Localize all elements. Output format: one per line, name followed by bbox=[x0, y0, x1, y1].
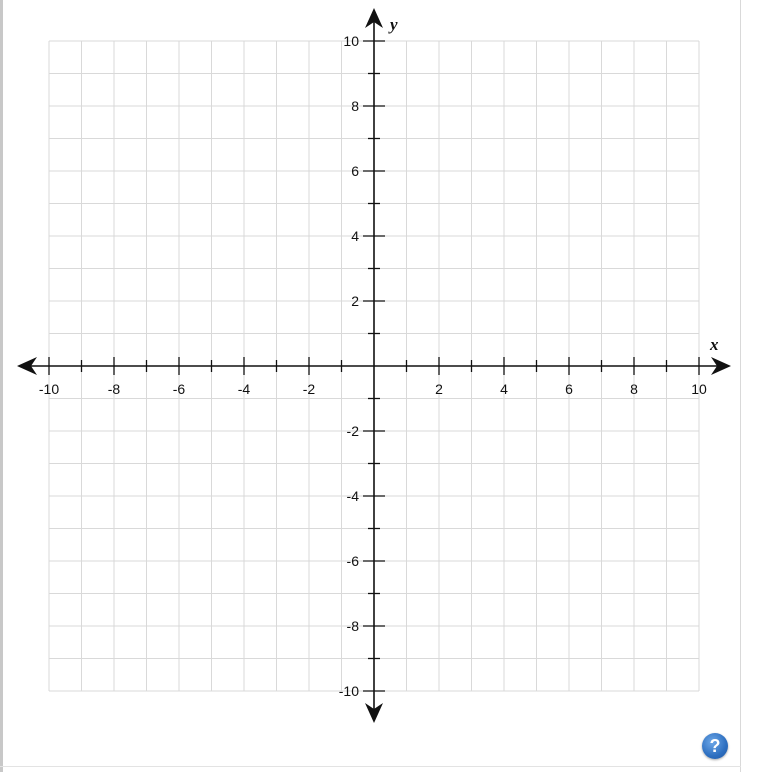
y-axis-label: y bbox=[390, 15, 398, 34]
x-tick-label: 10 bbox=[691, 381, 707, 397]
help-button[interactable] bbox=[702, 733, 728, 759]
y-tick-label: 4 bbox=[351, 228, 359, 244]
x-tick-label: -2 bbox=[302, 381, 316, 397]
x-tick-label: 8 bbox=[630, 381, 638, 397]
y-tick-label: -2 bbox=[346, 423, 359, 439]
axes bbox=[17, 8, 731, 723]
y-tick-label: -10 bbox=[338, 683, 359, 699]
x-tick-label: 6 bbox=[565, 381, 573, 397]
x-tick-labels bbox=[39, 381, 707, 397]
x-tick-label: -10 bbox=[38, 381, 60, 397]
x-tick-label: -4 bbox=[237, 381, 251, 397]
x-tick-label: 4 bbox=[500, 381, 508, 397]
x-tick-label: -8 bbox=[107, 381, 121, 397]
x-tick-label: 2 bbox=[435, 381, 443, 397]
y-tick-label: -6 bbox=[346, 553, 359, 569]
y-tick-label: 6 bbox=[351, 163, 359, 179]
y-tick-label: 2 bbox=[351, 293, 359, 309]
question-mark-icon: ? bbox=[709, 735, 721, 756]
y-tick-label: 10 bbox=[343, 33, 359, 49]
y-tick-label: 8 bbox=[351, 98, 359, 114]
x-axis-label: x bbox=[710, 335, 719, 354]
y-tick-label: -4 bbox=[346, 488, 359, 504]
y-tick-label: -8 bbox=[346, 618, 359, 634]
x-tick-label: -6 bbox=[172, 381, 186, 397]
